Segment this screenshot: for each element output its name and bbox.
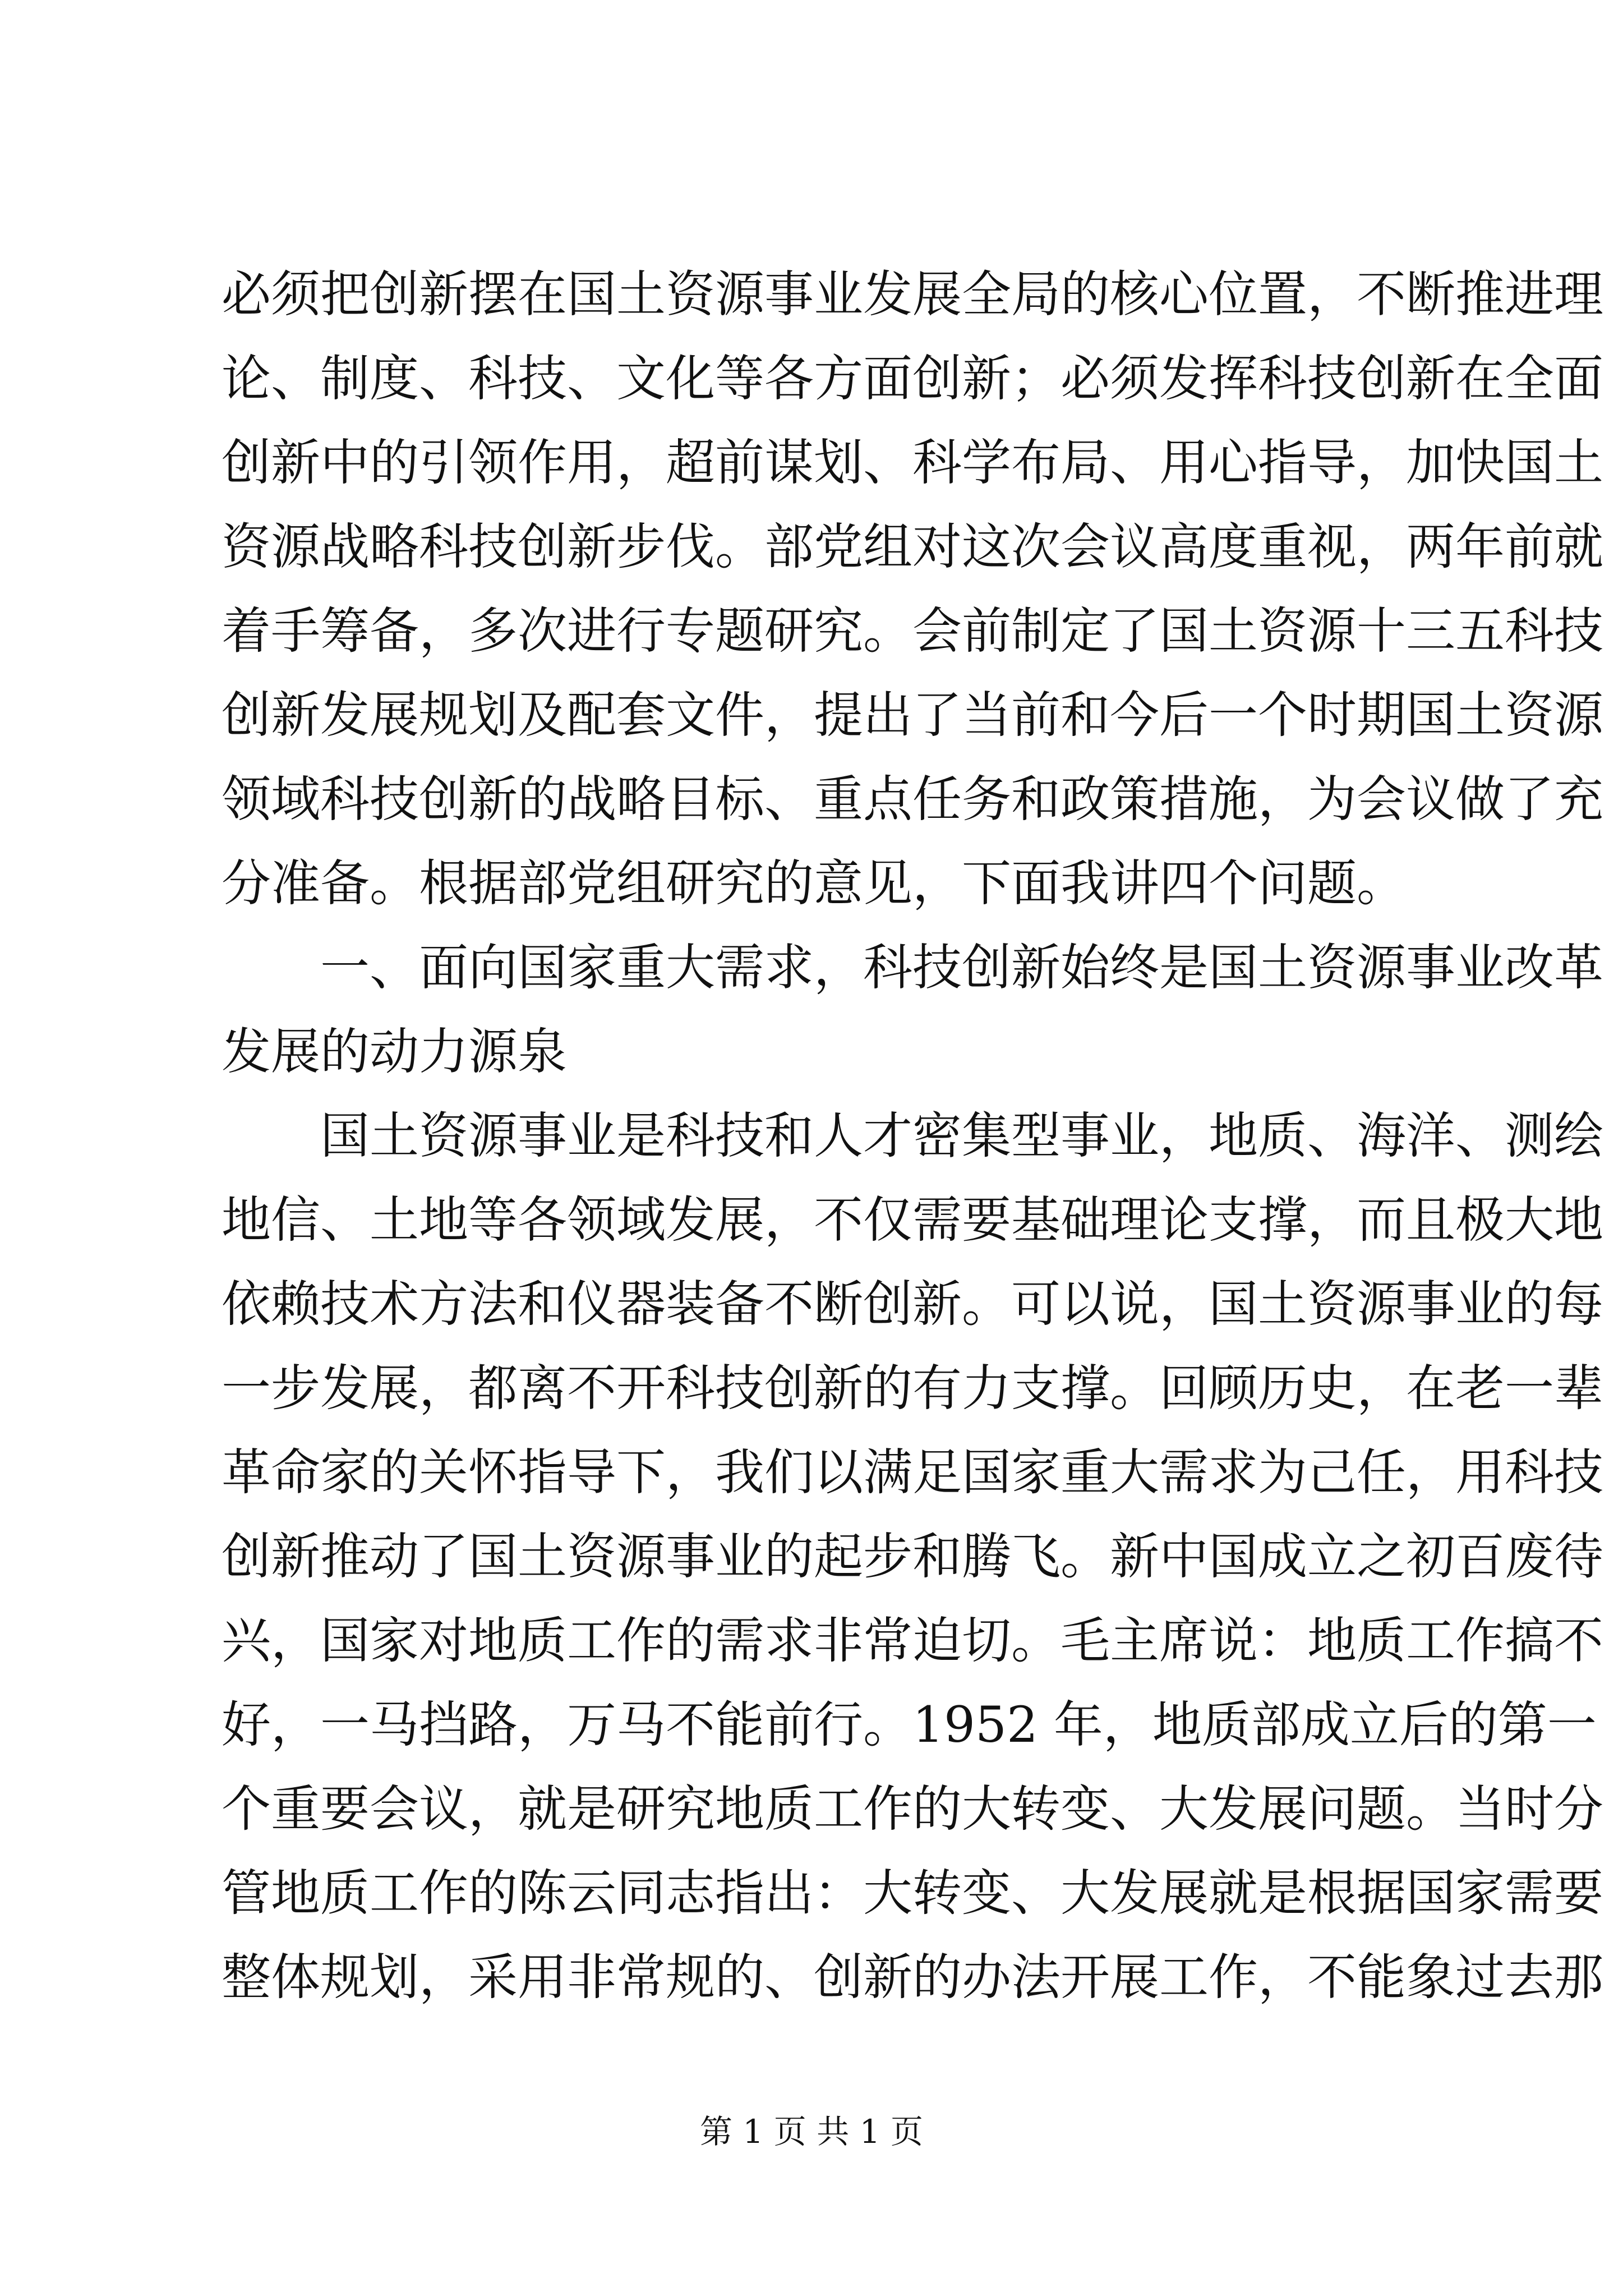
text-line: 管地质工作的陈云同志指出：大转变、大发展就是根据国家需要 (222, 1864, 1604, 1922)
text-line: 个重要会议，就是研究地质工作的大转变、大发展问题。当时分 (222, 1780, 1604, 1838)
page-number-footer: 第 1 页 共 1 页 (700, 2113, 923, 2151)
text-line: 国土资源事业是科技和人才密集型事业，地质、海洋、测绘 (320, 1107, 1604, 1165)
text-line: 革命家的关怀指导下，我们以满足国家重大需求为己任，用科技 (222, 1443, 1604, 1501)
text-line: 依赖技术方法和仪器装备不断创新。可以说，国土资源事业的每 (222, 1275, 1604, 1333)
text-line: 领域科技创新的战略目标、重点任务和政策措施，为会议做了充 (222, 770, 1604, 828)
text-line: 创新中的引领作用，超前谋划、科学布局、用心指导，加快国土 (222, 434, 1604, 491)
text-line: 一步发展，都离不开科技创新的有力支撑。回顾历史，在老一辈 (222, 1359, 1604, 1417)
text-line: 整体规划，采用非常规的、创新的办法开展工作，不能象过去那 (222, 1948, 1604, 2006)
text-line: 好，一马挡路，万马不能前行。1952 年，地质部成立后的第一 (222, 1696, 1597, 1754)
text-line: 必须把创新摆在国土资源事业发展全局的核心位置，不断推进理 (222, 265, 1604, 323)
text-line: 地信、土地等各领域发展，不仅需要基础理论支撑，而且极大地 (222, 1191, 1604, 1249)
section-heading-line: 发展的动力源泉 (222, 1023, 568, 1080)
text-line: 分准备。根据部党组研究的意见，下面我讲四个问题。 (222, 854, 1407, 912)
text-line: 资源战略科技创新步伐。部党组对这次会议高度重视，两年前就 (222, 518, 1604, 576)
text-line: 创新发展规划及配套文件，提出了当前和今后一个时期国土资源 (222, 686, 1604, 744)
text-line: 创新推动了国土资源事业的起步和腾飞。新中国成立之初百废待 (222, 1527, 1604, 1585)
text-line: 着手筹备，多次进行专题研究。会前制定了国土资源十三五科技 (222, 602, 1604, 660)
text-line: 论、制度、科技、文化等各方面创新；必须发挥科技创新在全面 (222, 349, 1604, 407)
section-heading-line: 一、面向国家重大需求，科技创新始终是国土资源事业改革 (320, 938, 1604, 996)
text-line: 兴，国家对地质工作的需求非常迫切。毛主席说：地质工作搞不 (222, 1612, 1604, 1669)
